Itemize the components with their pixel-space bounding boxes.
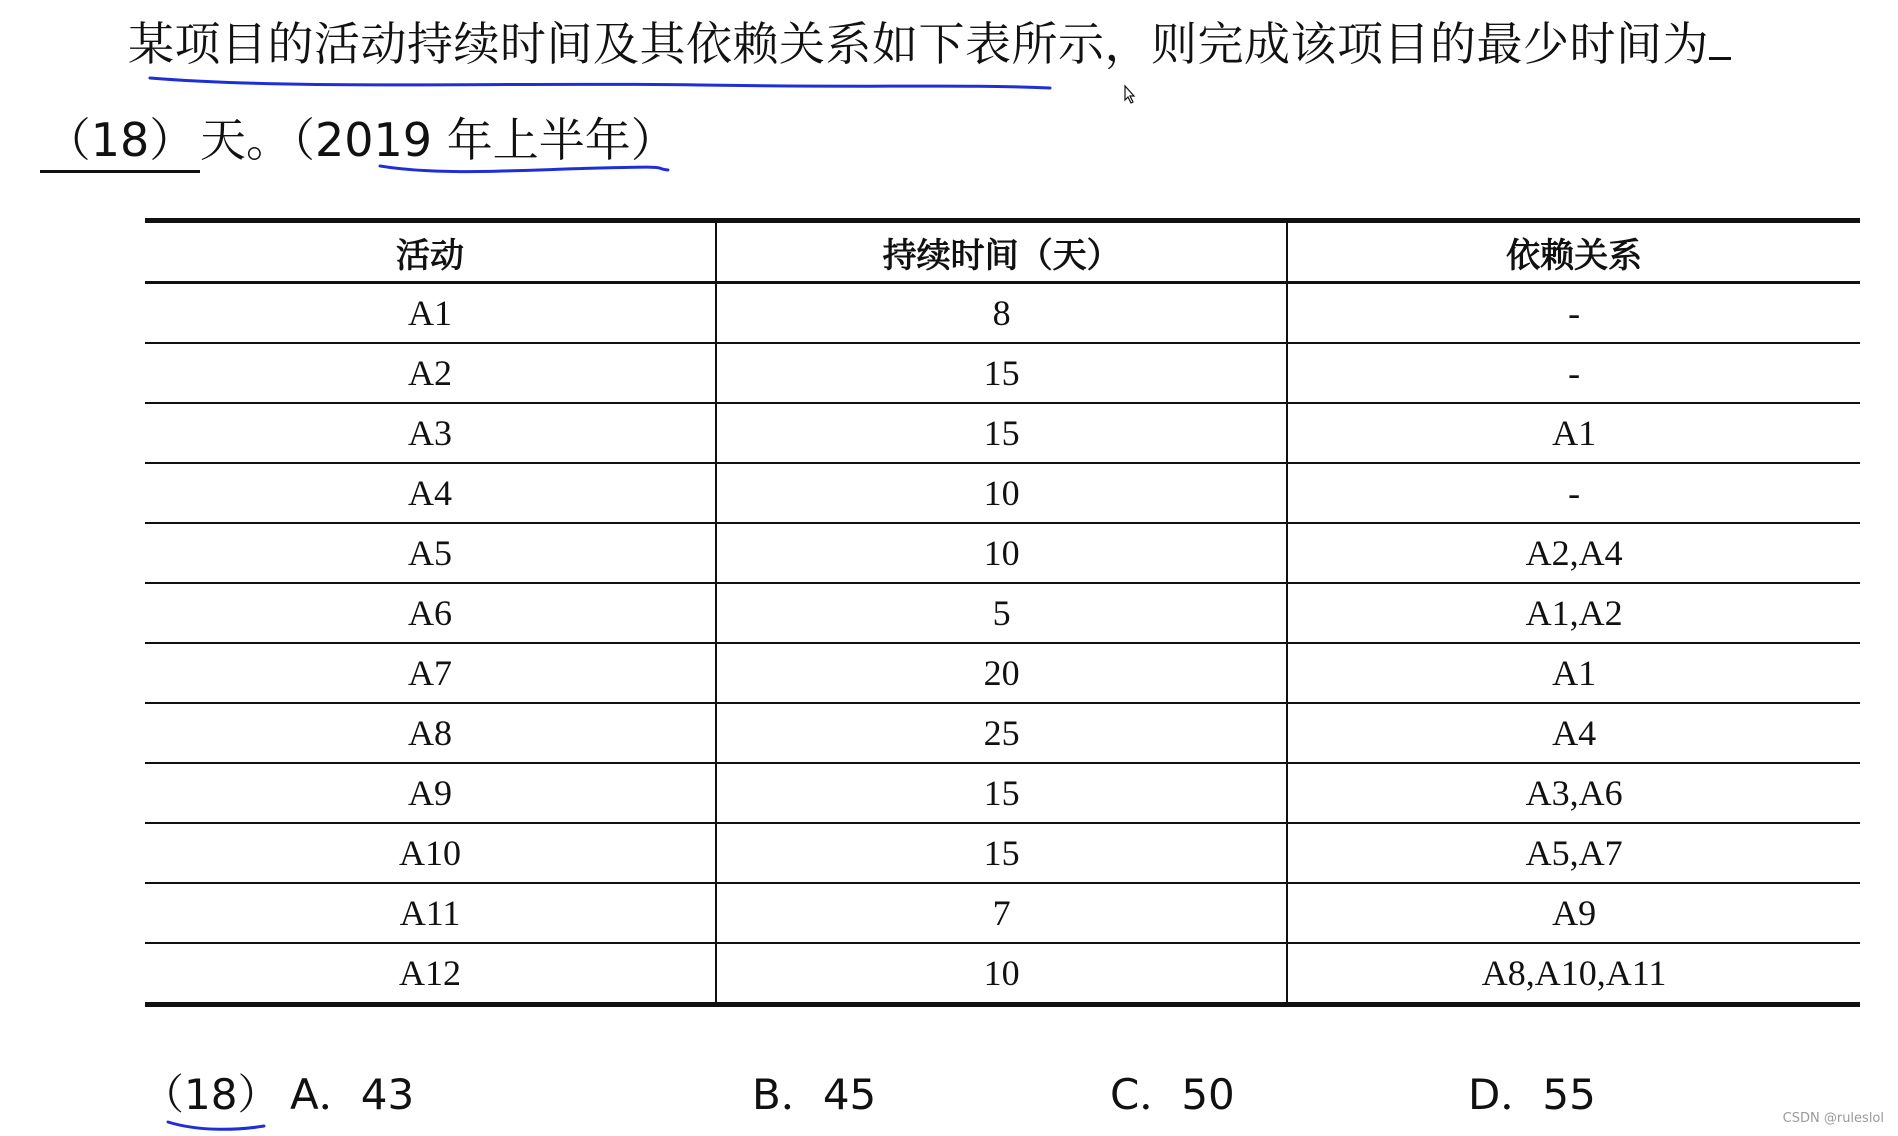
cell-activity: A12 [399, 953, 462, 993]
table-row [145, 703, 1860, 763]
cell-dependency: - [1287, 463, 1860, 523]
cell-activity: A9 [145, 763, 716, 823]
activity-table [145, 218, 1860, 1007]
cell-dependency: A5,A7 [1287, 823, 1860, 883]
table-row [145, 943, 1860, 1005]
watermark: CSDN @ruleslol [1782, 1111, 1884, 1126]
cell-duration: 5 [716, 583, 1287, 643]
question-close-paren: ） [630, 113, 677, 167]
cell-duration: 15 [716, 403, 1287, 463]
table-row [145, 883, 1860, 943]
cell-activity: A11 [145, 883, 716, 943]
exam-source: 2019 年上半年 [315, 113, 631, 167]
table-row [145, 343, 1860, 403]
cell-activity: A4 [145, 463, 716, 523]
cell-activity: A2 [145, 343, 716, 403]
question-text-line1 [128, 8, 1731, 74]
header-duration: 持续时间（天） [716, 221, 1287, 283]
header-dependency: 依赖关系 [1287, 221, 1860, 283]
question-stem: 某项目的活动持续时间及其依赖关系如下表所示，则完成该项目的最少时间为 [128, 17, 1709, 71]
cell-activity: A1 [145, 283, 716, 344]
cell-activity: A10 [145, 823, 716, 883]
table-row [145, 523, 1860, 583]
table-row [145, 823, 1860, 883]
cell-activity: A3 [145, 403, 716, 463]
table-row [145, 463, 1860, 523]
cell-duration: 10 [716, 943, 1287, 1005]
table-row [145, 283, 1860, 344]
cell-dependency: A4 [1287, 703, 1860, 763]
blank-underline-start [1709, 15, 1731, 60]
table-row [145, 763, 1860, 823]
cell-duration: 15 [716, 823, 1287, 883]
cell-dependency: A2,A4 [1287, 523, 1860, 583]
table-row [145, 583, 1860, 643]
table-row [145, 643, 1860, 703]
option-b[interactable]: B．45 [752, 1070, 877, 1119]
cell-dependency: A1 [1287, 403, 1860, 463]
option-question-number: （18） [142, 1070, 280, 1119]
option-c[interactable]: C．50 [1110, 1070, 1235, 1119]
cell-dependency: A9 [1287, 883, 1860, 943]
cell-duration: 10 [716, 463, 1287, 523]
question-suffix: 天。（ [200, 113, 315, 167]
underline-question-stem [150, 78, 1050, 88]
cell-duration: 25 [716, 703, 1287, 763]
header-activity: 活动 [145, 221, 716, 283]
cell-dependency: A8,A10,A11 [1287, 943, 1860, 1005]
cell-dependency: A1 [1287, 643, 1860, 703]
table-row [145, 403, 1860, 463]
cell-activity: A5 [145, 523, 716, 583]
cell-dependency: A1,A2 [1287, 583, 1860, 643]
option-a[interactable]: A．43 [290, 1070, 415, 1119]
cell-dependency: A3,A6 [1287, 763, 1860, 823]
question-text-line2 [40, 104, 677, 173]
cell-duration: 8 [716, 283, 1287, 344]
cell-dependency: - [1287, 343, 1860, 403]
underline-option-number [168, 1122, 264, 1129]
cell-duration: 15 [716, 763, 1287, 823]
option-d[interactable]: D．55 [1468, 1070, 1596, 1119]
mouse-cursor-icon [1125, 86, 1134, 103]
cell-duration: 15 [716, 343, 1287, 403]
cell-duration: 10 [716, 523, 1287, 583]
cell-activity: A7 [145, 643, 716, 703]
cell-activity: A6 [145, 583, 716, 643]
cell-activity: A8 [145, 703, 716, 763]
cell-duration: 20 [716, 643, 1287, 703]
cell-dependency: - [1287, 283, 1860, 344]
answer-options [0, 1062, 1898, 1122]
answer-blank: （18） [40, 104, 200, 173]
cell-duration: 7 [716, 883, 1287, 943]
table-header-row [145, 221, 1860, 283]
